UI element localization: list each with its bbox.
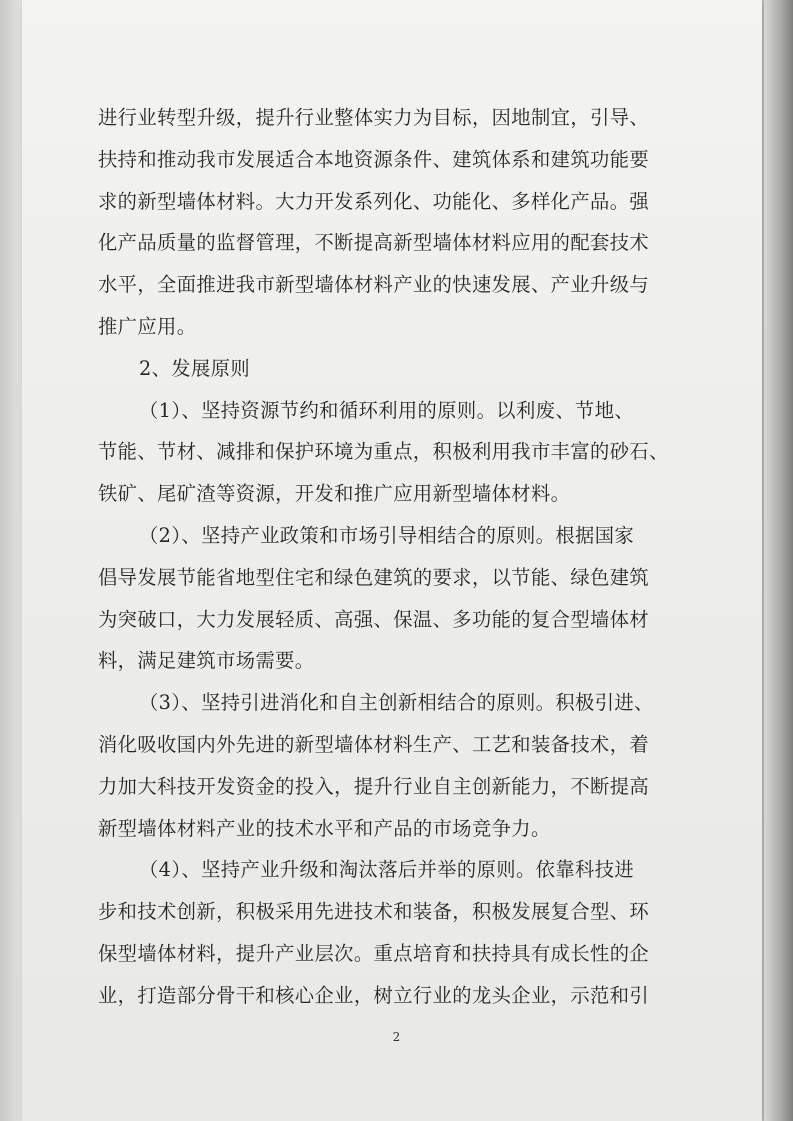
page-number: 2 — [392, 1030, 401, 1044]
page-edge-shadow — [764, 0, 793, 1121]
text-line: 新型墙体材料产业的技术水平和产品的市场竞争力。 — [98, 816, 551, 840]
text-line: 保型墙体材料，提升产业层次。重点培育和扶持具有成长性的企 — [98, 941, 650, 965]
text-line: 扶持和推动我市发展适合本地资源条件、建筑体系和建筑功能要 — [98, 147, 650, 171]
text-line: 节能、节材、减排和保护环境为重点，积极利用我市丰富的砂石、 — [98, 440, 669, 464]
text-line: 倡导发展节能省地型住宅和绿色建筑的要求，以节能、绿色建筑 — [98, 565, 650, 589]
text-line: 为突破口，大力发展轻质、高强、保温、多功能的复合型墙体材 — [98, 607, 650, 631]
text-line: 料，满足建筑市场需要。 — [98, 649, 315, 673]
text-line: （1）、坚持资源节约和循环利用的原则。以利废、节地、 — [139, 398, 635, 422]
body-text — [98, 97, 718, 1017]
text-line: 进行业转型升级，提升行业整体实力为目标，因地制宜，引导、 — [98, 106, 650, 129]
text-line: 2、发展原则 — [139, 356, 251, 380]
text-line: 业，打造部分骨干和核心企业，树立行业的龙头企业，示范和引 — [98, 983, 650, 1007]
text-line: 步和技术创新，积极采用先进技术和装备，积极发展复合型、环 — [98, 900, 650, 924]
text-line: 力加大科技开发资金的投入，提升行业自主创新能力，不断提高 — [98, 774, 650, 798]
text-line: （3）、坚持引进消化和自主创新相结合的原则。积极引进、 — [139, 691, 654, 715]
text-line: 铁矿、尾矿渣等资源，开发和推广应用新型墙体材料。 — [98, 482, 571, 506]
text-line: （4）、坚持产业升级和淘汰落后并举的原则。依靠科技进 — [139, 858, 635, 882]
text-line: 消化吸收国内外先进的新型墙体材料生产、工艺和装备技术，着 — [98, 732, 650, 756]
text-line: 水平，全面推进我市新型墙体材料产业的快速发展、产业升级与 — [98, 273, 650, 297]
text-line: 推广应用。 — [98, 314, 197, 338]
text-line: （2）、坚持产业政策和市场引导相结合的原则。根据国家 — [139, 523, 635, 547]
text-line: 化产品质量的监督管理，不断提高新型墙体材料应用的配套技术 — [98, 231, 650, 255]
text-line: 求的新型墙体材料。大力开发系列化、功能化、多样化产品。强 — [98, 189, 650, 213]
